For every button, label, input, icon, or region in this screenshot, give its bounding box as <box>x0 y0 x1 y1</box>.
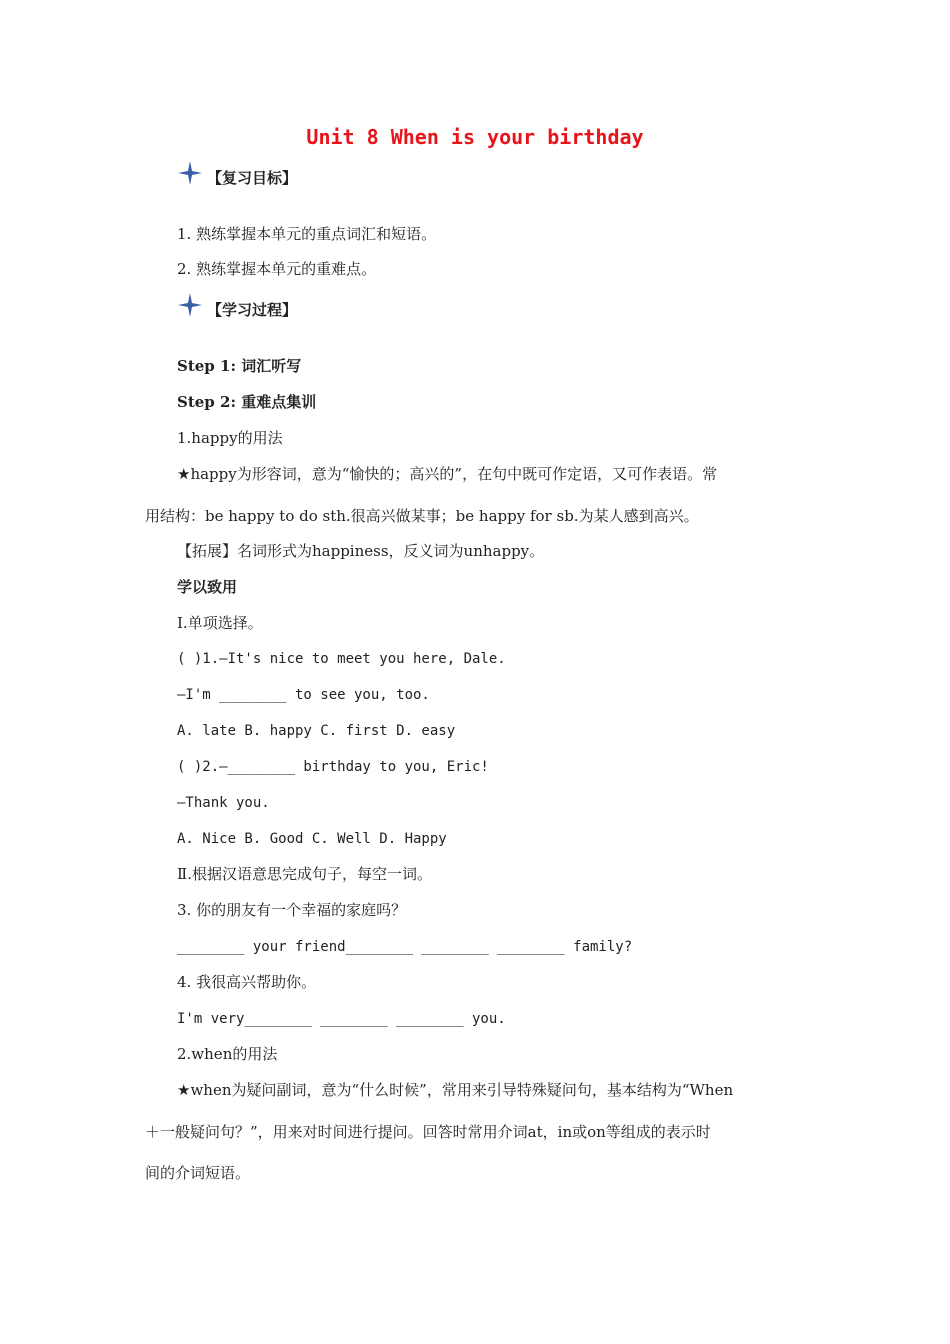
four-point-star-icon <box>177 292 203 318</box>
note-text: 间的介词短语。 <box>145 1164 251 1182</box>
four-point-star-icon <box>177 160 203 186</box>
extension-text: 【拓展】名词形式为happiness，反义词为unhappy。 <box>177 542 545 560</box>
step-label: Step 1: 词汇听写 <box>177 357 302 375</box>
note-text: 用结构：be happy to do sth.很高兴做某事；be happy for sb.为某人感到高兴。 <box>145 507 699 525</box>
question-text: ( )2.—________ birthday to you, Eric! <box>177 759 489 775</box>
section-heading-goals <box>177 168 297 188</box>
note-text: ★happy为形容词，意为“愉快的；高兴的”，在句中既可作定语，又可作表语。常 <box>177 465 718 483</box>
step-label: Step 2: 重难点集训 <box>177 393 317 411</box>
question-text: —Thank you. <box>177 795 270 811</box>
practice-heading: 学以致用 <box>177 578 238 596</box>
answer-options: A. late B. happy C. first D. easy <box>177 723 456 739</box>
section-heading-process <box>177 300 297 320</box>
goal-item: 1. 熟练掌握本单元的重点词汇和短语。 <box>177 225 437 243</box>
goal-item: 2. 熟练掌握本单元的重难点。 <box>177 260 377 278</box>
question-text: —I'm ________ to see you, too. <box>177 687 430 703</box>
question-text: 3. 你的朋友有一个幸福的家庭吗？ <box>177 901 407 919</box>
section-heading-text: 【复习目标】 <box>207 169 298 187</box>
exercise-part-label: Ⅰ.单项选择。 <box>177 614 263 632</box>
topic-heading: 1.happy的用法 <box>177 429 283 447</box>
note-text: ★when为疑问副词，意为“什么时候”，常用来引导特殊疑问句，基本结构为“When <box>177 1081 734 1099</box>
question-text: ( )1.—It's nice to meet you here, Dale. <box>177 651 506 667</box>
question-text: I'm very________ ________ ________ you. <box>177 1011 506 1027</box>
page-title: Unit 8 When is your birthday <box>306 125 644 149</box>
exercise-part-label: Ⅱ.根据汉语意思完成句子，每空一词。 <box>177 865 432 883</box>
note-text: ＋一般疑问句？”，用来对时间进行提问。回答时常用介词at，in或on等组成的表示时 <box>145 1123 711 1141</box>
answer-options: A. Nice B. Good C. Well D. Happy <box>177 831 447 847</box>
question-text: 4. 我很高兴帮助你。 <box>177 973 317 991</box>
topic-heading: 2.when的用法 <box>177 1045 278 1063</box>
section-heading-text: 【学习过程】 <box>207 301 298 319</box>
question-text: ________ your friend________ ________ ________ family? <box>177 939 633 955</box>
